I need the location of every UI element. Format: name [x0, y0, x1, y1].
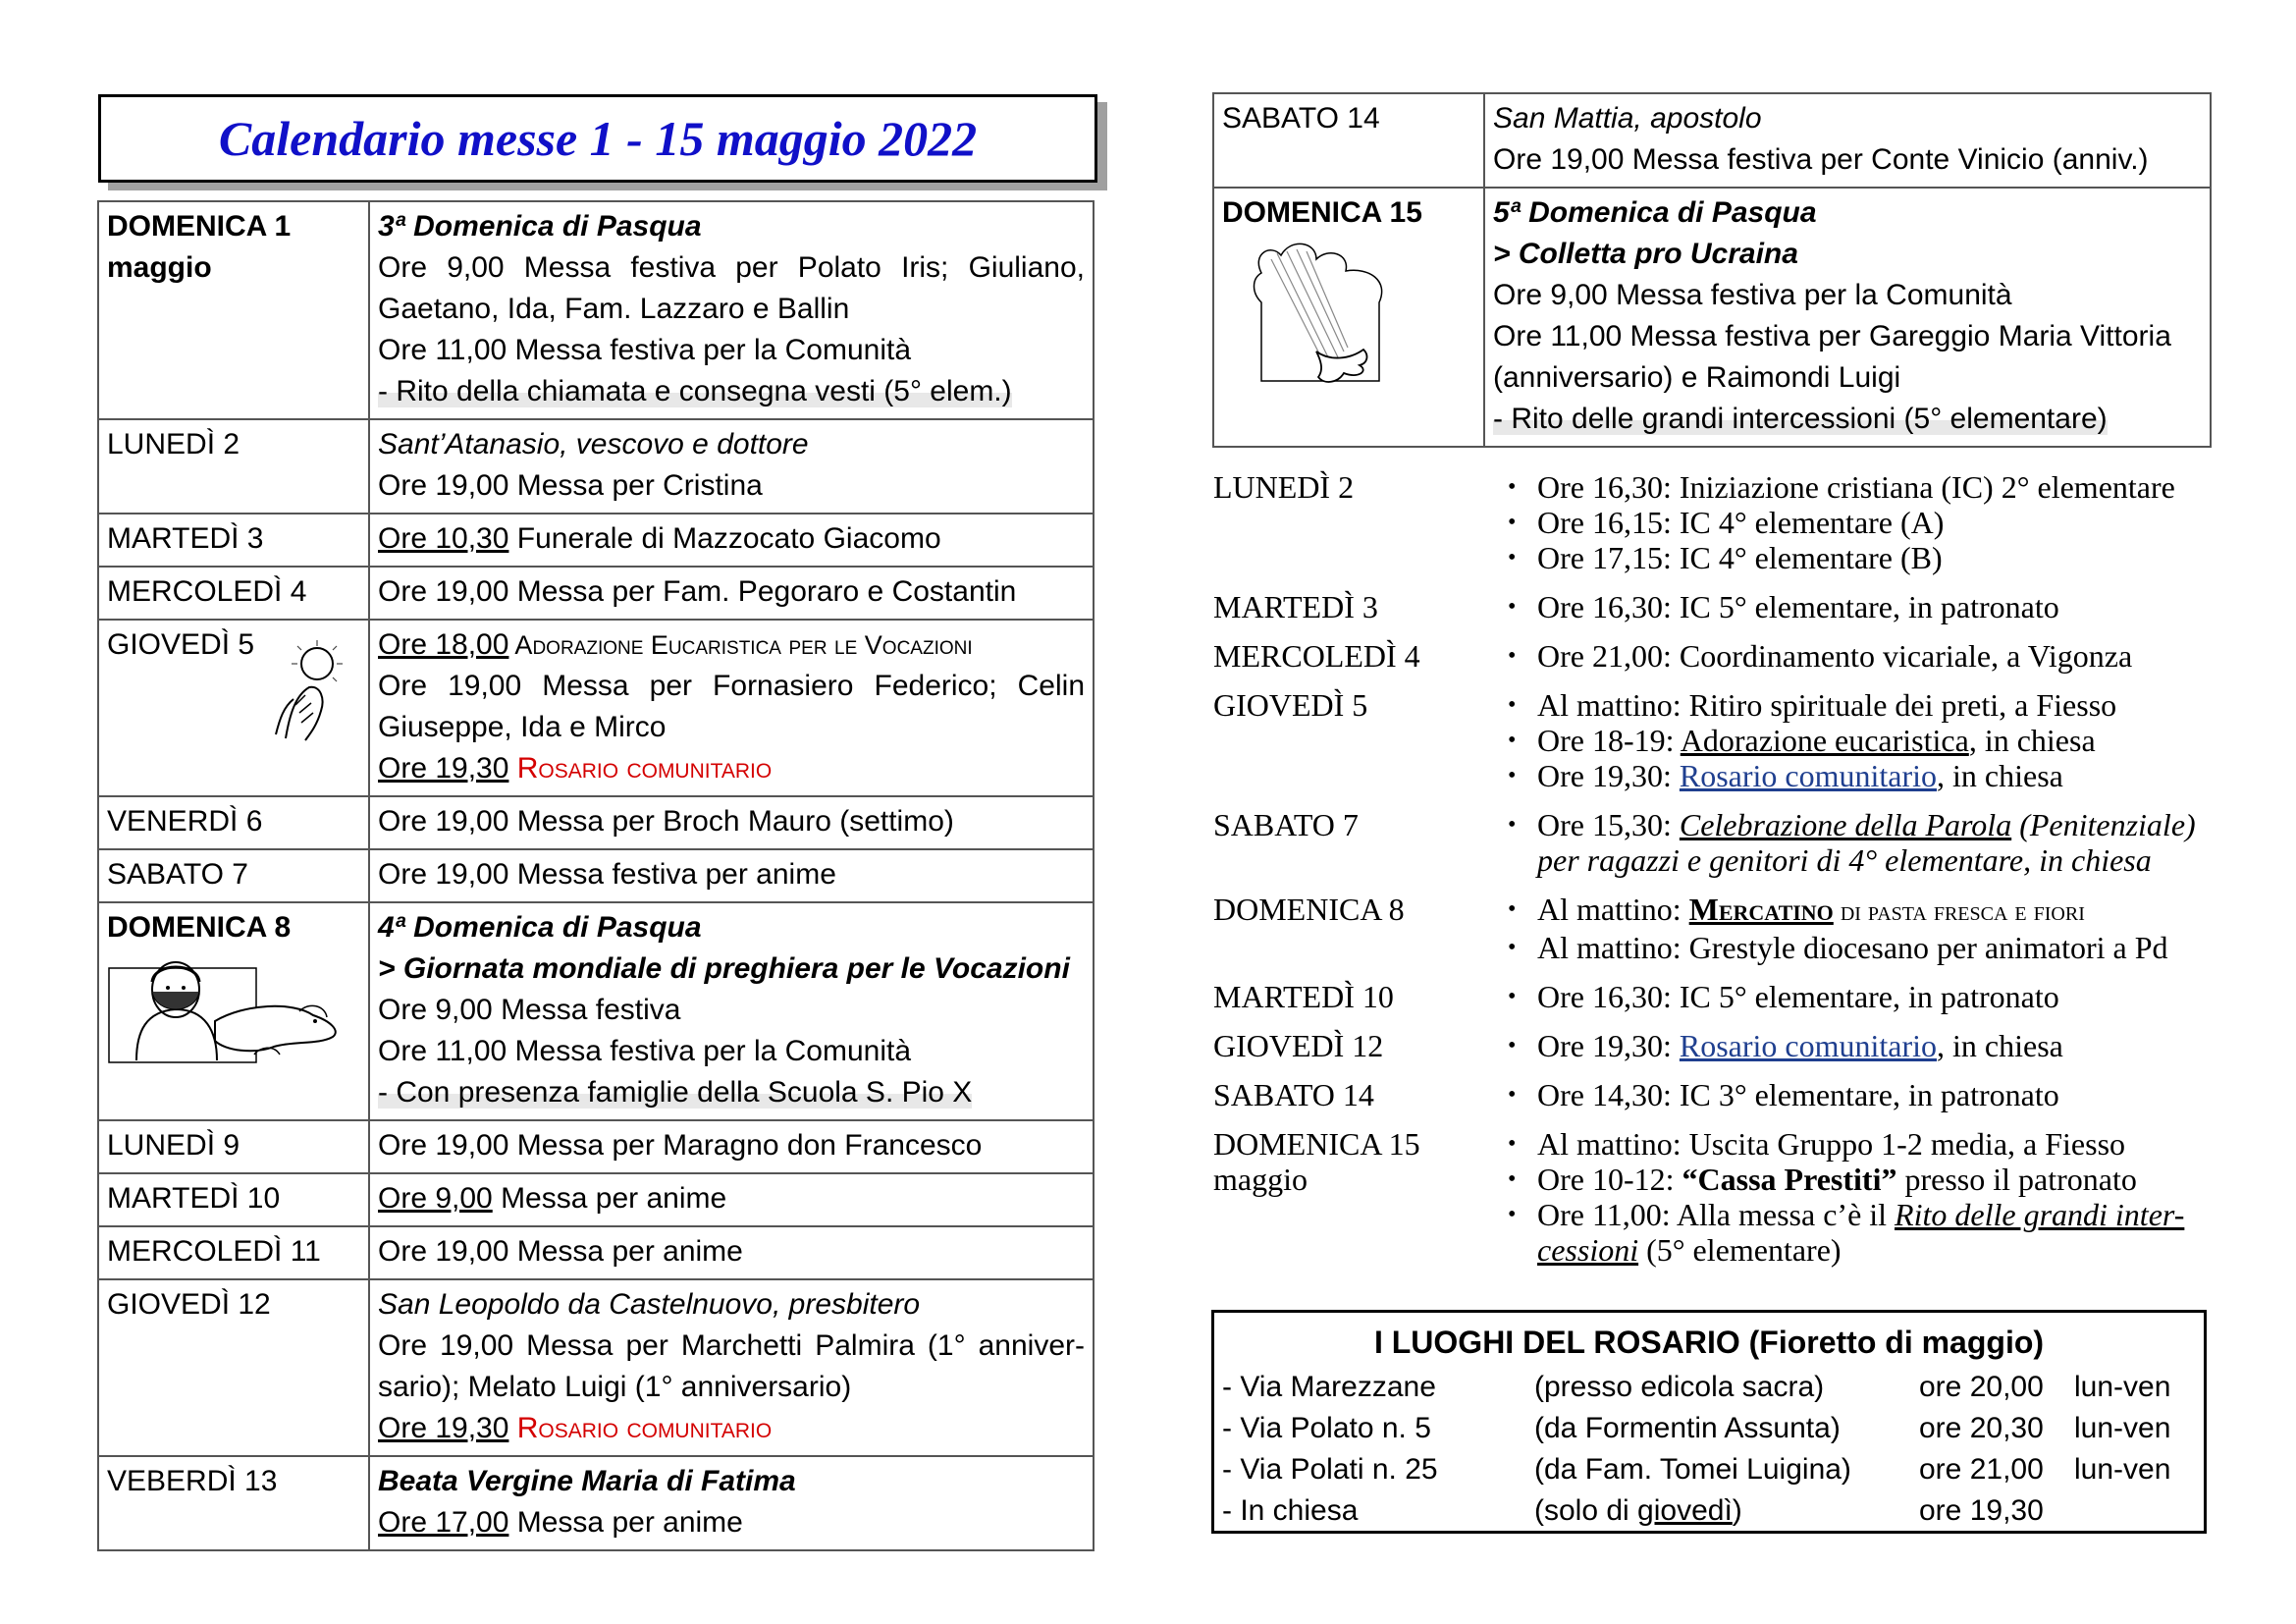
table-row: [98, 1226, 1094, 1279]
event-cell: Ore 9,00 Messa per anime: [369, 1173, 1094, 1226]
list-item: GIOVEDÌ 5 • Al mattino: Ritiro spirituale dei preti, a Fiesso • Ore 18-19: Adorazione eucaristica, in chiesa • Ore 19,30: Rosario comunitario, in chiesa: [1213, 687, 2224, 793]
table-row: [98, 1173, 1094, 1226]
good-shepherd-illustration: [107, 952, 343, 1066]
table-row: [98, 620, 1094, 796]
table-row: [98, 567, 1094, 620]
table-row: - In chiesa (solo di giovedì) ore 19,30: [1222, 1494, 2044, 1527]
day-cell: MERCOLEDÌ 11: [98, 1226, 369, 1279]
event-cell: Ore 19,00 Messa per Fam. Pegoraro e Costantin: [369, 567, 1094, 620]
table-row: - Via Polati n. 25 (da Fam. Tomei Luigina) ore 21,00 lun-ven: [1222, 1453, 2171, 1486]
event-cell: Sant’Atanasio, vescovo e dottore Ore 19,00 Messa per Cristina: [369, 419, 1094, 514]
table-row: [98, 419, 1094, 514]
event-cell: Ore 10,30 Funerale di Mazzocato Giacomo: [369, 514, 1094, 567]
list-item: MARTEDÌ 3 • Ore 16,30: IC 5° elementare, in patronato: [1213, 589, 2224, 624]
event-cell: San Mattia, apostolo Ore 19,00 Messa festiva per Conte Vinicio (anniv.): [1484, 93, 2211, 188]
event-cell: 5ª Domenica di Pasqua > Colletta pro Ucraina Ore 9,00 Messa festiva per la Comunità Ore 11,00 Messa festiva per Gareggio Maria Vittoria (anniversario) e Raimondi Luigi - Rito delle grandi intercessioni (5° elementare): [1484, 188, 2211, 447]
day-cell: MARTEDÌ 3: [98, 514, 369, 567]
day-cell: SABATO 7: [98, 849, 369, 902]
rosario-link[interactable]: Rosario comunitario: [1679, 758, 1938, 793]
day-cell: VENERDÌ 6: [98, 796, 369, 849]
day-cell: VEBERDÌ 13: [98, 1456, 369, 1550]
table-row: [98, 796, 1094, 849]
rosario-link[interactable]: Rosario comunitario: [1679, 1028, 1938, 1063]
day-cell: GIOVEDÌ 12: [98, 1279, 369, 1456]
page-title: Calendario messe 1 - 15 maggio 2022: [218, 111, 978, 166]
holy-spirit-illustration: [1222, 234, 1418, 401]
event-cell: Beata Vergine Maria di Fatima Ore 17,00 Messa per anime: [369, 1456, 1094, 1550]
table-row: [98, 514, 1094, 567]
list-item: DOMENICA 15 maggio • Al mattino: Uscita Gruppo 1-2 media, a Fiesso • Ore 10-12: “Cassa Prestiti” presso il patronato • Ore 11,00: Alla messa c’è il Rito delle grandi inter-cessioni (5° elementare): [1213, 1126, 2224, 1268]
table-row: [98, 1120, 1094, 1173]
event-cell: Ore 19,00 Messa per Maragno don Francesco: [369, 1120, 1094, 1173]
calendar-table-right: [1212, 92, 2212, 448]
event-cell: Ore 19,00 Messa per anime: [369, 1226, 1094, 1279]
table-row: [98, 201, 1094, 419]
table-row: [98, 1279, 1094, 1456]
event-cell: Ore 19,00 Messa festiva per anime: [369, 849, 1094, 902]
table-row: [1213, 188, 2211, 447]
table-row: [1213, 93, 2211, 188]
list-item: LUNEDÌ 2 • Ore 16,30: Iniziazione cristiana (IC) 2° elementare • Ore 16,15: IC 4° elementare (A) • Ore 17,15: IC 4° elementare (B): [1213, 469, 2224, 575]
activities-list: [1213, 469, 2224, 1281]
day-cell: MERCOLEDÌ 4: [98, 567, 369, 620]
calendar-table-left: [97, 200, 1095, 1551]
table-row: [98, 849, 1094, 902]
event-cell: 4ª Domenica di Pasqua > Giornata mondiale di preghiera per le Vocazioni Ore 9,00 Messa festiva Ore 11,00 Messa festiva per la Comunità - Con presenza famiglie della Scuola S. Pio X: [369, 902, 1094, 1120]
day-cell: SABATO 14: [1213, 93, 1484, 188]
day-cell: GIOVEDÌ 5: [98, 620, 369, 796]
event-cell: Ore 18,00 Adorazione Eucaristica per le Vocazioni Ore 19,00 Messa per Fornasiero Federico; Celin Giuseppe, Ida e Mirco Ore 19,30 Rosario comunitario: [369, 620, 1094, 796]
list-item: GIOVEDÌ 12 • Ore 19,30: Rosario comunitario, in chiesa: [1213, 1028, 2224, 1063]
list-item: SABATO 7 • Ore 15,30: Celebrazione della Parola (Penitenziale) per ragazzi e genitori di 4° elementare, in chiesa: [1213, 807, 2224, 878]
day-cell: DOMENICA 15: [1213, 188, 1484, 447]
list-item: MERCOLEDÌ 4 • Ore 21,00: Coordinamento vicariale, a Vigonza: [1213, 638, 2224, 674]
day-cell: LUNEDÌ 2: [98, 419, 369, 514]
list-item: DOMENICA 8 • Al mattino: Mercatino di pasta fresca e fiori • Al mattino: Grestyle diocesano per animatori a Pd: [1213, 892, 2224, 965]
list-item: MARTEDÌ 10 • Ore 16,30: IC 5° elementare, in patronato: [1213, 979, 2224, 1014]
event-cell: San Leopoldo da Castelnuovo, presbitero Ore 19,00 Messa per Marchetti Palmira (1° anniver-sario); Melato Luigi (1° anniversario) Ore 19,30 Rosario comunitario: [369, 1279, 1094, 1456]
table-row: - Via Polato n. 5 (da Formentin Assunta) ore 20,30 lun-ven: [1222, 1412, 2171, 1444]
day-cell: MARTEDÌ 10: [98, 1173, 369, 1226]
list-item: SABATO 14 • Ore 14,30: IC 3° elementare, in patronato: [1213, 1077, 2224, 1112]
table-row: [98, 1456, 1094, 1550]
event-cell: Ore 19,00 Messa per Broch Mauro (settimo): [369, 796, 1094, 849]
day-cell: DOMENICA 8: [98, 902, 369, 1120]
day-cell: LUNEDÌ 9: [98, 1120, 369, 1173]
event-cell: 3ª Domenica di Pasqua Ore 9,00 Messa festiva per Polato Iris; Giuliano, Gaetano, Ida, Fam. Lazzaro e Ballin Ore 11,00 Messa festiva per la Comunità - Rito della chiamata e consegna vesti (5° elem.): [369, 201, 1094, 419]
page-title-box: [98, 94, 1097, 183]
monstrance-illustration: [266, 636, 354, 744]
rosario-locations-box: [1211, 1310, 2207, 1534]
day-cell: DOMENICA 1 maggio: [98, 201, 369, 419]
table-row: - Via Marezzane (presso edicola sacra) ore 20,00 lun-ven: [1222, 1371, 2171, 1403]
rosario-title: I LUOGHI DEL ROSARIO (Fioretto di maggio): [1373, 1325, 2045, 1360]
table-row: [98, 902, 1094, 1120]
